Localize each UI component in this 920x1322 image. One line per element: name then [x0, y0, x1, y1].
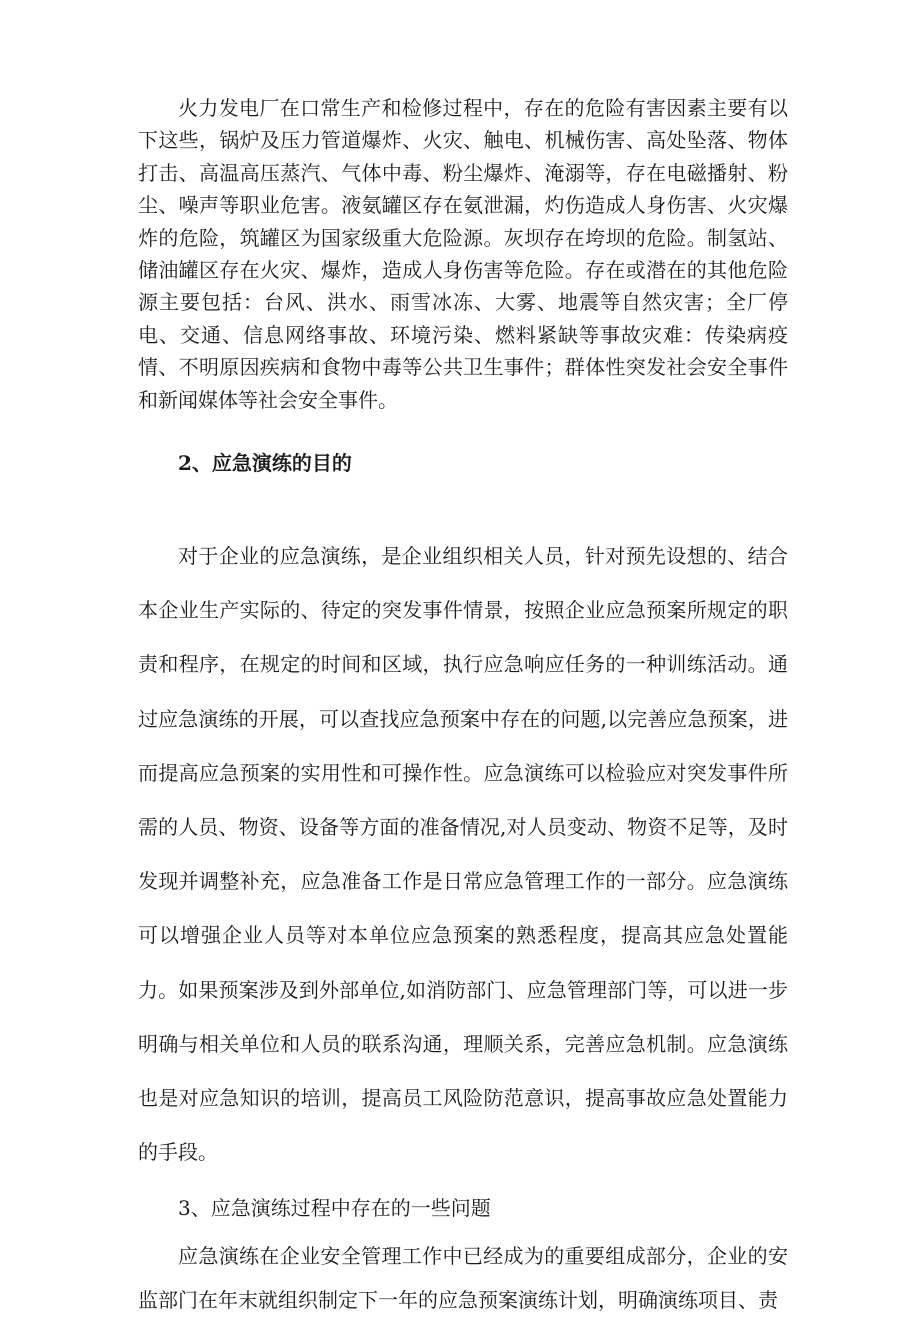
paragraph-drill-purpose: 对于企业的应急演练，是企业组织相关人员，针对预先设想的、结合本企业生产实际的、待定的突发事件情景，按照企业应急预案所规定的职责和程序，在规定的时间和区域，执行应急响应任务的一种训练活动。通过应急演练的开展，可以查找应急预案中存在的问题,以完善应急预案，进而提高应急预案的实用性和可操作性。应急演练可以检验应对突发事件所需的人员、物资、设备等方面的准备情况,对人员变动、物资不足等，及时发现并调整补充，应急准备工作是日常应急管理工作的一部分。应急演练可以增强企业人员等对本单位应急预案的熟悉程度，提高其应急处置能力。如果预案涉及到外部单位,如消防部门、应急管理部门等，可以进一步明确与相关单位和人员的联系沟通，理顺关系，完善应急机制。应急演练也是对应急知识的培训，提高员工风险防范意识，提高事故应急处置能力的手段。: [138, 544, 788, 1165]
section-heading-drill-problems: 3、应急演练过程中存在的一些问题: [178, 1195, 491, 1220]
paragraph-hazards: 火力发电厂在口常生产和检修过程中，存在的危险有害因素主要有以下这些，锅炉及压力管道爆炸、火灾、触电、机械伤害、高处坠落、物体打击、高温高压蒸汽、气体中毒、粉尘爆炸、淹溺等，存在电磁播射、粉尘、噪声等职业危害。液氨罐区存在氨泄漏，灼伤造成人身伤害、火灾爆炸的危险，筑罐区为国家级重大危险源。灰坝存在垮坝的危险。制氢站、储油罐区存在火灾、爆炸，造成人身伤害等危险。存在或潜在的其他危险源主要包括：台风、洪水、雨雪冰冻、大雾、地震等自然灾害；全厂停电、交通、信息网络事故、环境污染、燃料紧缺等事故灾难：传染病疫情、不明原因疾病和食物中毒等公共卫生事件；群体性突发社会安全事件和新闻媒体等社会安全事件。: [138, 96, 788, 412]
paragraph-drill-problems: 应急演练在企业安全管理工作中已经成为的重要组成部分，企业的安监部门在年末就组织制定下一年的应急预案演练计划，明确演练项目、责: [138, 1243, 788, 1312]
document-page: [138, 92, 788, 1322]
section-heading-drill-purpose: 2、应急演练的目的: [178, 451, 352, 476]
